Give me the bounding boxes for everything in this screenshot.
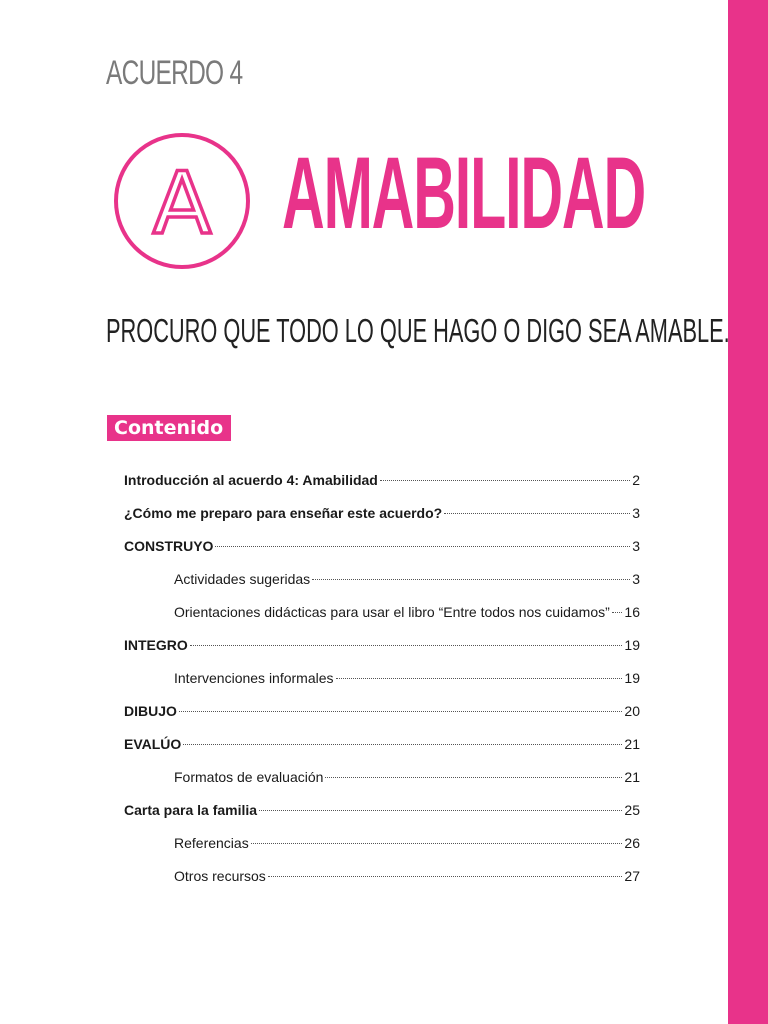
agreement-tagline: PROCURO QUE TODO LO QUE HAGO O DIGO SEA AMABLE. bbox=[106, 312, 730, 349]
toc-leader-dots bbox=[183, 744, 622, 745]
toc-entry-label: Carta para la familia bbox=[124, 802, 258, 818]
toc-entry-page: 27 bbox=[624, 868, 640, 884]
toc-entry[interactable] bbox=[124, 563, 640, 596]
toc-entry-page: 20 bbox=[624, 703, 640, 719]
pink-side-bar bbox=[728, 0, 768, 1024]
letter-a-badge-icon bbox=[112, 131, 252, 271]
toc-entry[interactable] bbox=[124, 497, 640, 530]
agreement-kicker: ACUERDO 4 bbox=[106, 54, 243, 92]
toc-leader-dots bbox=[190, 645, 623, 646]
toc-entry-page: 26 bbox=[624, 835, 640, 851]
toc-entry[interactable] bbox=[124, 662, 640, 695]
toc-entry-page: 3 bbox=[632, 571, 640, 587]
toc-entry[interactable] bbox=[124, 794, 640, 827]
toc-entry[interactable] bbox=[124, 629, 640, 662]
toc-entry-page: 16 bbox=[624, 604, 640, 620]
toc-entry-page: 19 bbox=[624, 637, 640, 653]
toc-leader-dots bbox=[251, 843, 623, 844]
toc-leader-dots bbox=[312, 579, 630, 580]
toc-leader-dots bbox=[268, 876, 623, 877]
toc-entry[interactable] bbox=[124, 695, 640, 728]
toc-entry-label: Intervenciones informales bbox=[174, 670, 334, 686]
toc-entry[interactable] bbox=[124, 464, 640, 497]
toc-entry[interactable] bbox=[124, 827, 640, 860]
toc-entry-label: EVALÚO bbox=[124, 736, 182, 752]
toc-entry-label: CONSTRUYO bbox=[124, 538, 214, 554]
badge-letter: A bbox=[152, 154, 212, 254]
toc-entry-page: 2 bbox=[632, 472, 640, 488]
table-of-contents bbox=[124, 464, 640, 893]
toc-entry[interactable] bbox=[124, 596, 640, 629]
toc-entry-label: Orientaciones didácticas para usar el libro “Entre todos nos cuidamos” bbox=[174, 604, 610, 620]
toc-entry-page: 19 bbox=[624, 670, 640, 686]
contents-heading: Contenido bbox=[107, 415, 231, 441]
toc-entry[interactable] bbox=[124, 728, 640, 761]
toc-leader-dots bbox=[380, 480, 630, 481]
toc-entry-label: Introducción al acuerdo 4: Amabilidad bbox=[124, 472, 378, 488]
toc-entry-label: INTEGRO bbox=[124, 637, 188, 653]
toc-entry-label: ¿Cómo me preparo para enseñar este acuerdo? bbox=[124, 505, 443, 521]
toc-leader-dots bbox=[259, 810, 622, 811]
toc-entry-page: 25 bbox=[624, 802, 640, 818]
toc-entry-label: Actividades sugeridas bbox=[174, 571, 311, 587]
toc-entry-label: Referencias bbox=[174, 835, 249, 851]
toc-entry[interactable] bbox=[124, 530, 640, 563]
toc-leader-dots bbox=[325, 777, 622, 778]
toc-entry-page: 3 bbox=[632, 505, 640, 521]
toc-leader-dots bbox=[444, 513, 630, 514]
toc-leader-dots bbox=[336, 678, 623, 679]
toc-entry-page: 21 bbox=[624, 736, 640, 752]
toc-leader-dots bbox=[179, 711, 623, 712]
toc-entry[interactable] bbox=[124, 860, 640, 893]
toc-entry-label: Otros recursos bbox=[174, 868, 266, 884]
toc-entry-page: 3 bbox=[632, 538, 640, 554]
toc-leader-dots bbox=[612, 612, 623, 613]
toc-entry[interactable] bbox=[124, 761, 640, 794]
toc-leader-dots bbox=[215, 546, 630, 547]
toc-entry-label: Formatos de evaluación bbox=[174, 769, 324, 785]
toc-entry-label: DIBUJO bbox=[124, 703, 177, 719]
page-title: AMABILIDAD bbox=[282, 136, 646, 250]
toc-entry-page: 21 bbox=[624, 769, 640, 785]
